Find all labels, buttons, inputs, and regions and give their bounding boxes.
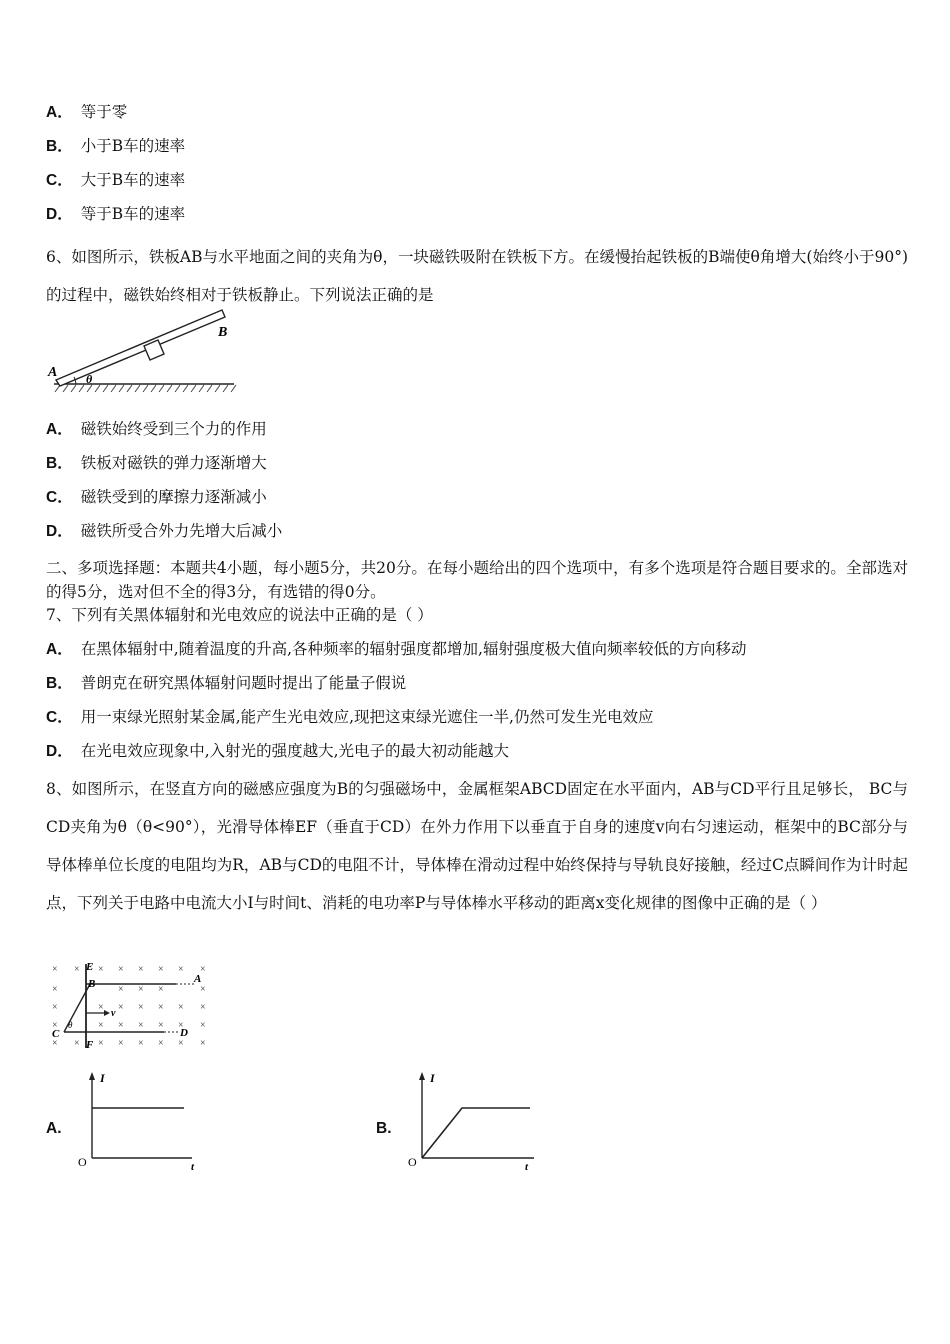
svg-text:×: ×: [138, 1020, 144, 1031]
q7-option-d[interactable]: D． 在光电效应现象中,入射光的强度越大,光电子的最大初动能越大: [46, 742, 510, 760]
svg-text:×: ×: [200, 964, 206, 975]
graph-b-x-label: t: [524, 1161, 528, 1173]
svg-text:×: ×: [74, 964, 80, 975]
q8-stem: 8、如图所示，在竖直方向的磁感应强度为B的匀强磁场中，金属框架ABCD固定在水平面内，AB与CD平行且足够长， BC与CD夹角为θ（θ<90°），光滑导体棒EF（垂直于CD）在外力作用下以垂直于自身的速度v向右匀速运动，框架中的BC部分与导体棒单位长度的电阻均为R，AB与CD的电阻不计，导体棒在滑动过程中始终保持与导轨良好接触，经过C点瞬间作为计时起点，下列关于电路中电流大小I与时间t、消耗的电功率P与导体棒水平移动的距离x变化规律的图像中正确的是（ ）: [46, 780, 908, 912]
q7-option-c[interactable]: C． 用一束绿光照射某金属,能产生光电效应,现把这束绿光遮住一半,仍然可发生光电效应: [46, 708, 654, 726]
label-theta: θ: [86, 372, 93, 386]
svg-text:×: ×: [178, 1002, 184, 1013]
svg-text:×: ×: [98, 964, 104, 975]
svg-text:×: ×: [52, 964, 58, 975]
svg-text:×: ×: [52, 1038, 58, 1049]
svg-text:×: ×: [200, 1020, 206, 1031]
graph-a-y-arrow: [89, 1072, 95, 1080]
svg-text:×: ×: [158, 964, 164, 975]
svg-text:×: ×: [52, 1020, 58, 1031]
svg-text:×: ×: [178, 964, 184, 975]
svg-text:×: ×: [118, 984, 124, 995]
q6-stem: 6、如图所示，铁板AB与水平地面之间的夹角为θ，一块磁铁吸附在铁板下方。在缓慢抬起铁板的B端使θ角增大(始终小于90°)的过程中，磁铁始终相对于铁板静止。下列说法正确的是: [46, 248, 908, 304]
svg-text:×: ×: [118, 1038, 124, 1049]
label-e: E: [86, 961, 94, 973]
svg-text:×: ×: [158, 1038, 164, 1049]
section2-heading: 二、多项选择题：本题共4小题，每小题5分，共20分。在每小题给出的四个选项中，有多个选项是符合题目要求的。全部选对的得5分，选对但不全的得3分，有选错的得0分。: [46, 559, 908, 601]
graph-b-origin: O: [408, 1155, 417, 1169]
iron-plate: [56, 310, 228, 386]
label-v: v: [111, 1008, 116, 1019]
svg-text:×: ×: [52, 984, 58, 995]
q5-option-a[interactable]: A． 等于零: [46, 103, 128, 121]
svg-text:×: ×: [200, 1002, 206, 1013]
q6-figure: [46, 306, 240, 396]
q5-option-b[interactable]: B． 小于B车的速率: [46, 137, 186, 155]
svg-text:×: ×: [52, 1002, 58, 1013]
q7-option-b[interactable]: B． 普朗克在研究黑体辐射问题时提出了能量子假说: [46, 674, 407, 692]
graph-b-label[interactable]: B.: [376, 1120, 392, 1137]
svg-text:×: ×: [98, 1038, 104, 1049]
svg-text:×: ×: [138, 964, 144, 975]
q6-option-a[interactable]: A． 磁铁始终受到三个力的作用: [46, 420, 267, 438]
svg-text:×: ×: [98, 1002, 104, 1013]
graph-a-y-label: I: [100, 1071, 105, 1085]
velocity-arrowhead: [104, 1010, 110, 1016]
label-d: D: [180, 1027, 188, 1039]
q7-option-a[interactable]: A． 在黑体辐射中,随着温度的升高,各种频率的辐射强度都增加,辐射强度极大值向频率较低的方向移动: [46, 640, 747, 658]
svg-text:×: ×: [118, 964, 124, 975]
svg-text:×: ×: [118, 1002, 124, 1013]
graph-b-y-arrow: [419, 1072, 425, 1080]
label-a: A: [194, 973, 202, 985]
svg-text:×: ×: [74, 1038, 80, 1049]
label-c: C: [52, 1028, 60, 1040]
svg-text:×: ×: [138, 1002, 144, 1013]
svg-text:×: ×: [200, 984, 206, 995]
graph-b: [406, 1070, 540, 1174]
q6-option-b[interactable]: B． 铁板对磁铁的弹力逐渐增大: [46, 454, 267, 472]
q5-option-c[interactable]: C． 大于B车的速率: [46, 171, 186, 189]
label-b: B: [218, 325, 228, 340]
svg-text:×: ×: [138, 1038, 144, 1049]
svg-text:×: ×: [138, 984, 144, 995]
svg-text:×: ×: [200, 1038, 206, 1049]
q5-option-d[interactable]: D． 等于B车的速率: [46, 205, 186, 223]
graph-b-y-label: I: [430, 1071, 435, 1085]
svg-text:×: ×: [158, 1002, 164, 1013]
label-a: A: [48, 365, 58, 380]
q7-stem: 7、下列有关黑体辐射和光电效应的说法中正确的是（ ）: [46, 606, 433, 624]
label-theta: θ: [68, 1020, 73, 1030]
graph-a-x-label: t: [190, 1161, 194, 1173]
svg-text:×: ×: [178, 1038, 184, 1049]
label-b: B: [88, 978, 96, 990]
graph-b-curve: [422, 1108, 530, 1158]
graph-a-origin: O: [78, 1155, 87, 1169]
svg-text:×: ×: [158, 1020, 164, 1031]
graph-a: [76, 1070, 196, 1174]
svg-text:×: ×: [158, 984, 164, 995]
q6-option-d[interactable]: D． 磁铁所受合外力先增大后减小: [46, 522, 283, 540]
svg-text:×: ×: [98, 1020, 104, 1031]
label-f: F: [86, 1039, 94, 1051]
q6-option-c[interactable]: C． 磁铁受到的摩擦力逐渐减小: [46, 488, 267, 506]
graph-a-label[interactable]: A.: [46, 1120, 62, 1137]
svg-text:×: ×: [178, 1020, 184, 1031]
ground-hatch: [55, 385, 236, 392]
svg-text:×: ×: [118, 1020, 124, 1031]
q8-figure: [46, 958, 216, 1052]
